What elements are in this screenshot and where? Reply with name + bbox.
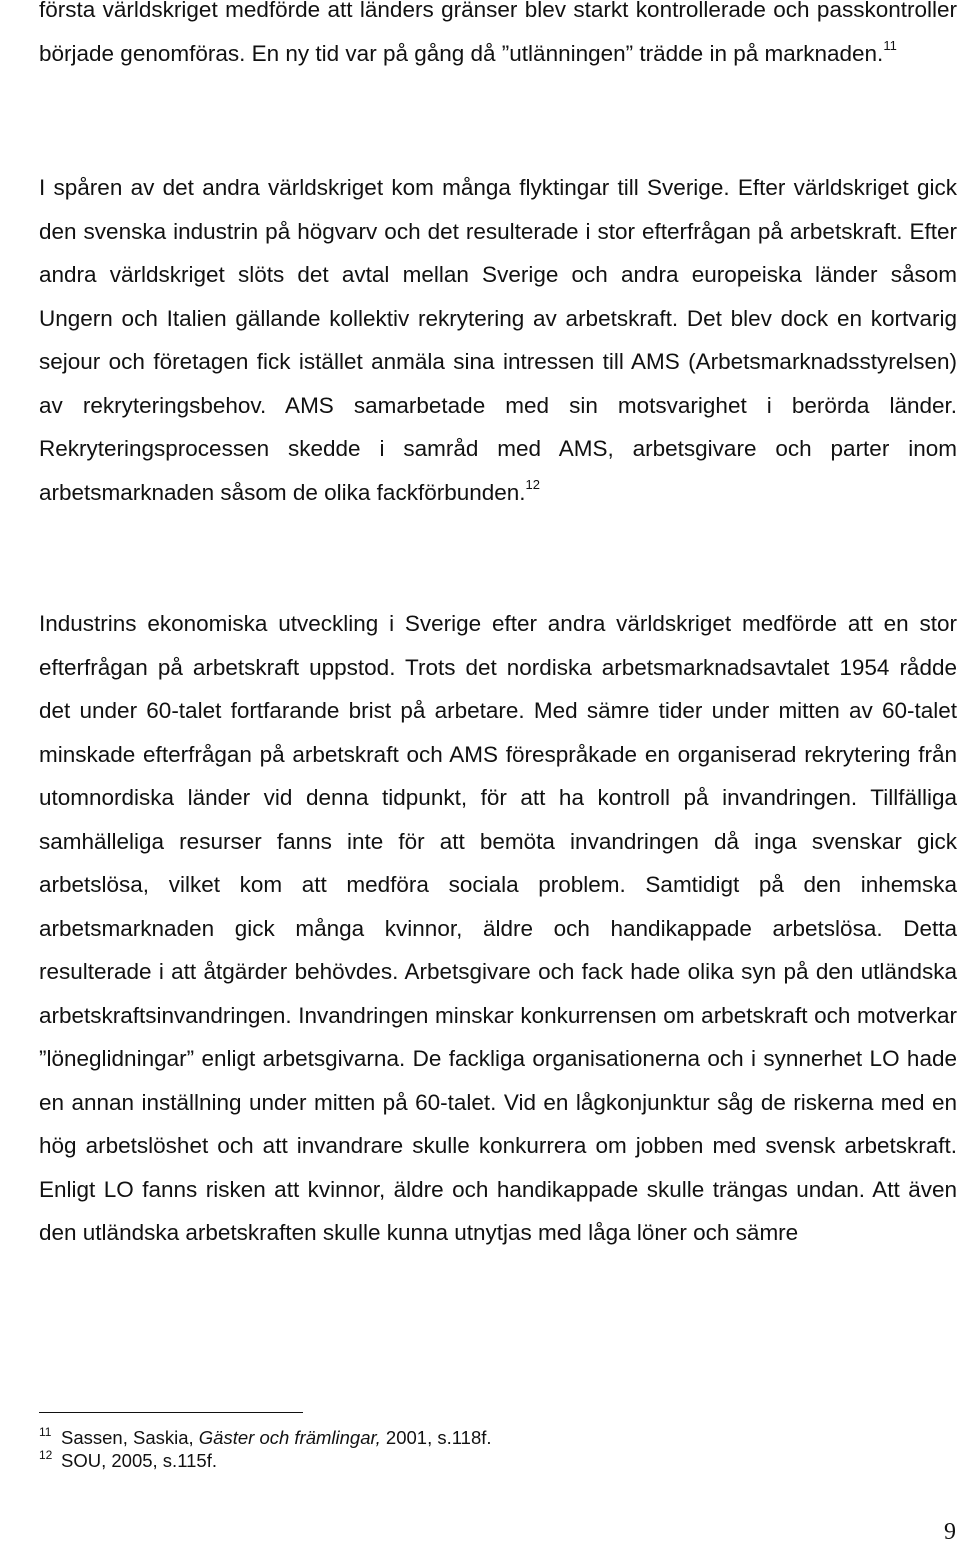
footnote-number: 11 — [39, 1425, 52, 1439]
body-paragraph-1 — [39, 0, 957, 75]
footnote-details: 2001, s.118f. — [380, 1427, 492, 1448]
footnote-reference-11: 11 — [883, 37, 897, 53]
paragraph-text: Industrins ekonomiska utveckling i Sverige efter andra världskriget medförde att en stor efterfrågan på arbetskraft uppstod. Trots det nordiska arbetsmarknadsavtalet 1954 rådde det under 60-talet fortfarande brist på arbetare. Med sämre tider under mitten av 60-talet minskade efterfrågan på arbetskraft och AMS förespråkade en organiserad rekrytering från utomnordiska länder vid denna tidpunkt, för att ha kontroll på invandringen. Tillfälliga samhälleliga resurser fanns inte för att bemöta invandringen då inga svenskar gick arbetslösa, vilket kom att medföra sociala problem. Samtidigt på den inhemska arbetsmarknaden gick många kvinnor, äldre och handikappade arbetslösa. Detta resulterade i att åtgärder behövdes. Arbetsgivare och fack hade olika syn på den utländska arbetskraftsinvandringen. Invandringen minskar konkurrensen om arbetskraft och motverkar ”löneglidningar” enligt arbetsgivarna. De fackliga organisationerna och i synnerhet LO hade en annan inställning under mitten på 60-talet. Vid en lågkonjunktur såg de riskerna med en hög arbetslöshet och att invandrare skulle konkurrera om jobben med svensk arbetskraft. Enligt LO fanns risken att kvinnor, äldre och handikappade skulle trängas undan. Att även den utländska arbetskraften skulle kunna utnytjas med låga löner och sämre — [39, 611, 957, 1245]
paragraph-text: första världskriget medförde att länders gränser blev starkt kontrollerade och passkontroller började genomföras. En ny tid var på gång då ”utlänningen” trädde in på marknaden. — [39, 0, 957, 66]
body-paragraph-3 — [39, 602, 957, 1255]
body-paragraph-2 — [39, 166, 957, 514]
page-number: 9 — [944, 1519, 956, 1545]
paragraph-text: I spåren av det andra världskriget kom många flyktingar till Sverige. Efter världskriget gick den svenska industrin på högvarv och det resulterade i stor efterfrågan på arbetskraft. Efter andra världskriget slöts det avtal mellan Sverige och andra europeiska länder såsom Ungern och Italien gällande kollektiv rekrytering av arbetskraft. Det blev dock en kortvarig sejour och företagen fick istället anmäla sina intressen till AMS (Arbetsmarknadsstyrelsen) av rekryteringsbehov. AMS samarbetade med sin motsvarighet i berörda länder. Rekryteringsprocessen skedde i samråd med AMS, arbetsgivare och parter inom arbetsmarknaden såsom de olika fackförbunden. — [39, 175, 957, 505]
footnote-book-title: Gäster och främlingar, — [198, 1427, 381, 1448]
footnote-text: SOU, 2005, s.115f. — [61, 1450, 217, 1471]
footnote-11 — [39, 1427, 739, 1451]
footnote-separator — [39, 1412, 303, 1413]
footnote-author: Sassen, Saskia, — [61, 1427, 199, 1448]
footnote-number: 12 — [39, 1448, 53, 1462]
footnote-12 — [39, 1450, 739, 1474]
footnote-reference-12: 12 — [525, 476, 540, 492]
